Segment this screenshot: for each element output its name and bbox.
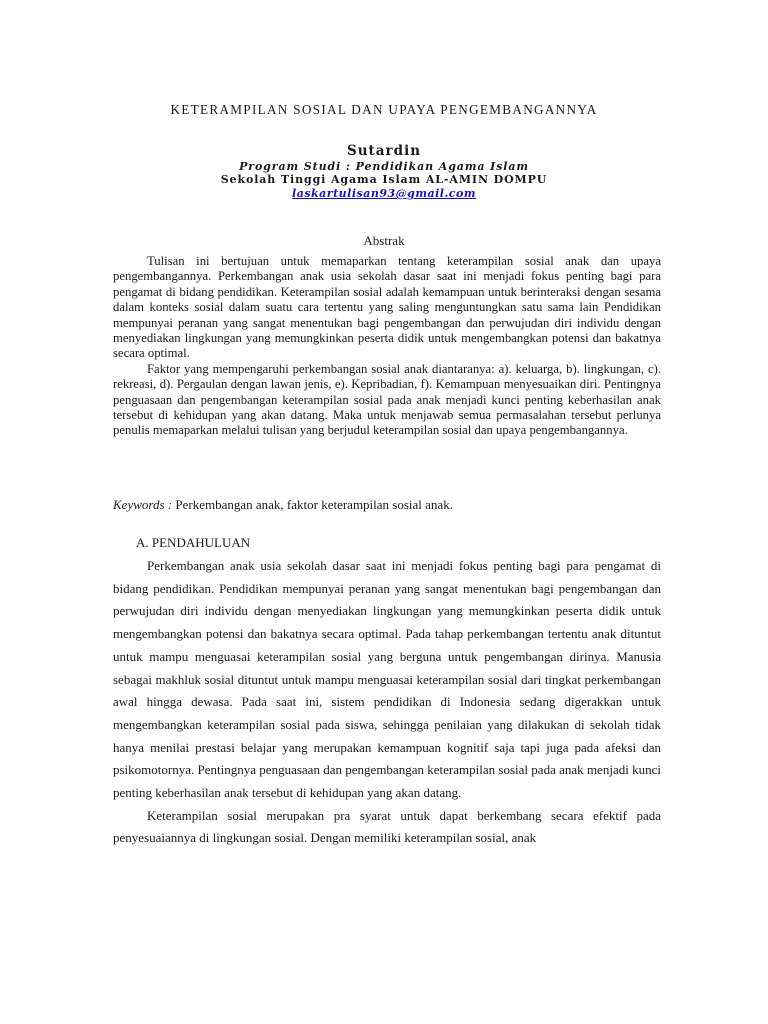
author-name: Sutardin	[346, 143, 422, 159]
abstract-body	[113, 254, 661, 439]
section-body	[113, 555, 661, 850]
affiliation-school: Sekolah Tinggi Agama Islam AL-AMIN DOMPU	[220, 173, 548, 186]
abstract-heading: Abstrak	[363, 233, 405, 248]
abstract-paragraph: Tulisan ini bertujuan untuk memaparkan tentang keterampilan sosial anak dan upaya pengembangannya. Perkembangan anak usia sekolah dasar saat ini menjadi fokus penting bagi para pengamat di bidang pendidikan. Keterampilan sosial adalah kemampuan untuk berinteraksi dengan sesama dalam konteks sosial dalam suatu cara tertentu yang saling menguntungkan satu sama lain Pendidikan mempunyai peranan yang sangat menentukan bagi pengembangan dan perwujudan diri individu dengan menyediakan lingkungan yang memungkinkan peserta didik untuk mengembangkan potensi dan bakatnya secara optimal.	[113, 254, 661, 361]
body-paragraph: Keterampilan sosial merupakan pra syarat untuk dapat berkembang secara efektif pada penyesuaiannya di lingkungan sosial. Dengan memiliki keterampilan sosial, anak	[113, 807, 661, 846]
keywords-label: Keywords :	[113, 497, 173, 512]
abstract-paragraph: Faktor yang mempengaruhi perkembangan sosial anak diantaranya: a). keluarga, b). lingkungan, c). rekreasi, d). Pergaulan dengan lawan jenis, e). Kepribadian, f). Kemampuan menyesuaikan diri. Pentingnya penguasaan dan pengembangan keterampilan sosial pada anak menjadi kunci penting keberhasilan anak tersebut di kehidupan yang akan datang. Maka untuk menjawab semua permasalahan tersebut perlunya penulis memaparkan melalui tulisan yang berjudul keterampilan sosial dan upaya pengembangannya.	[113, 361, 661, 438]
section-heading: A. PENDAHULUAN	[136, 535, 251, 550]
affiliation-program: Program Studi : Pendidikan Agama Islam	[239, 160, 529, 173]
keywords-line	[113, 497, 661, 513]
body-paragraph: Perkembangan anak usia sekolah dasar saat ini menjadi fokus penting bagi para pengamat di bidang pendidikan. Pendidikan mempunyai peranan yang sangat menentukan bagi pengembangan dan perwujudan diri individu dengan menyediakan lingkungan yang memungkinkan peserta didik untuk mengembangkan potensi dan bakatnya secara optimal. Pada tahap perkembangan tertentu anak dituntut untuk mampu menguasai keterampilan sosial yang berguna untuk pengembangan dirinya. Manusia sebagai makhluk sosial dituntut untuk mampu menguasai keterampilan sosial dari tingkat perkembangan awal hingga dewasa. Pada saat ini, sistem pendidikan di Indonesia sedang digerakkan untuk mengembangkan keterampilan sosial pada siswa, sehingga penilaian yang dilakukan di sekolah tidak hanya menilai prestasi belajar yang merupakan kemampuan kognitif saja tapi juga pada afeksi dan psikomotornya. Pentingnya penguasaan dan pengembangan keterampilan sosial pada anak menjadi kunci penting keberhasilan anak tersebut di kehidupan yang akan datang.	[113, 558, 661, 801]
author-email-link[interactable]: laskartulisan93@gmail.com	[292, 187, 476, 200]
keywords-text: Perkembangan anak, faktor keterampilan sosial anak.	[175, 497, 453, 512]
paper-title: KETERAMPILAN SOSIAL DAN UPAYA PENGEMBANGANNYA	[170, 102, 598, 117]
